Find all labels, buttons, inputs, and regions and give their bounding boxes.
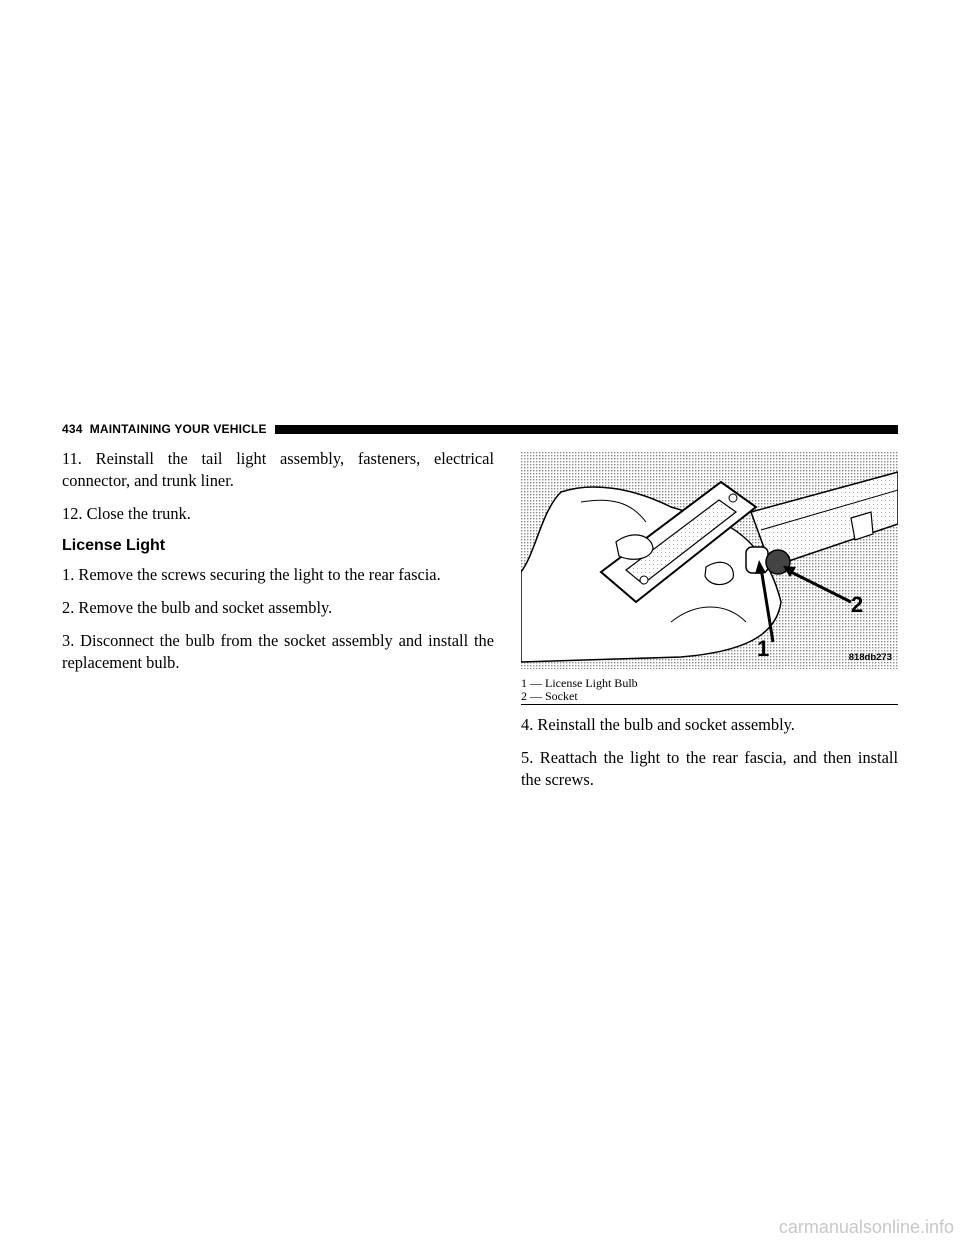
step-11: 11. Reinstall the tail light assembly, fasteners, electrical connector, and trunk liner. bbox=[62, 449, 494, 490]
right-column bbox=[521, 452, 898, 802]
left-column bbox=[62, 448, 494, 685]
step-4: 4. Reinstall the bulb and socket assembly. bbox=[521, 715, 795, 734]
page-header-text bbox=[62, 422, 275, 436]
step-2: 2. Remove the bulb and socket assembly. bbox=[62, 598, 333, 617]
step-12: 12. Close the trunk. bbox=[62, 504, 191, 523]
step-5: 5. Reattach the light to the rear fascia, and then install the screws. bbox=[521, 748, 898, 789]
section-title: MAINTAINING YOUR VEHICLE bbox=[89, 422, 267, 436]
page-header bbox=[62, 420, 898, 438]
callout-1-label: 1 bbox=[757, 636, 770, 661]
figure-caption bbox=[521, 677, 898, 705]
caption-item-1: 1 — License Light Bulb bbox=[521, 676, 638, 690]
watermark: carmanualsonline.info bbox=[778, 1217, 954, 1237]
header-rule bbox=[275, 425, 898, 434]
page-number: 434 bbox=[62, 422, 83, 436]
license-light-illustration bbox=[521, 452, 898, 669]
step-3: 3. Disconnect the bulb from the socket assembly and install the replacement bulb. bbox=[62, 631, 494, 672]
figure-code: 818db273 bbox=[848, 652, 892, 663]
step-1: 1. Remove the screws securing the light to the rear fascia. bbox=[62, 565, 441, 584]
section-heading: License Light bbox=[62, 537, 166, 554]
license-light-figure bbox=[521, 452, 898, 669]
caption-item-2: 2 — Socket bbox=[521, 689, 578, 703]
callout-2-label: 2 bbox=[851, 592, 864, 617]
